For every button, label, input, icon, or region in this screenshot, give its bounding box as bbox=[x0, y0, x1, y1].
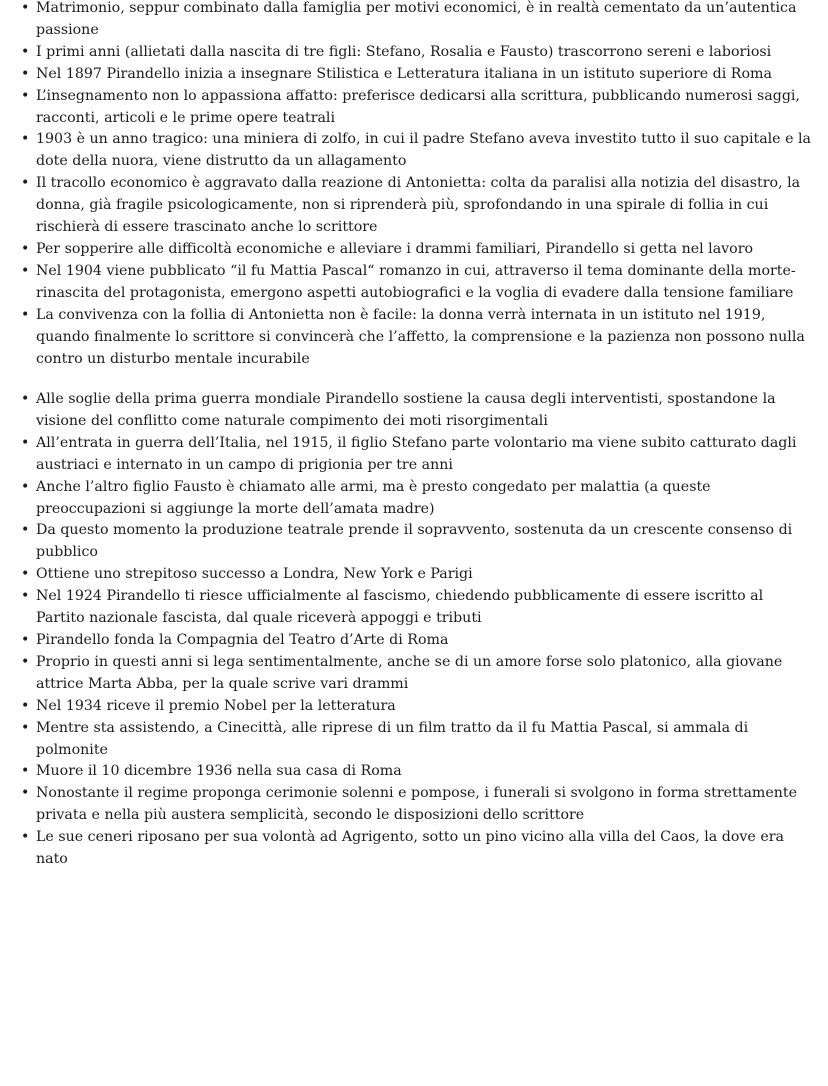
list-item: • La convivenza con la follia di Antonietta non è facile: la donna verrà internata in un istituto nel 1919, quando finalmente lo scrittore si convincerà che l’affetto, la comprensione e la pazienza non possono nulla contro un disturbo mentale incurabile bbox=[21, 305, 811, 371]
list-item: • Nonostante il regime proponga cerimonie solenni e pompose, i funerali si svolgono in forma strettamente privata e nella più austera semplicità, secondo le disposizioni dello scrittore bbox=[21, 783, 811, 827]
list-item: • L’insegnamento non lo appassiona affatto: preferisce dedicarsi alla scrittura, pubblicando numerosi saggi, racconti, articoli e le prime opere teatrali bbox=[21, 86, 811, 130]
list-item: • Pirandello fonda la Compagnia del Teatro d’Arte di Roma bbox=[21, 630, 811, 652]
list-item: • Matrimonio, seppur combinato dalla famiglia per motivi economici, è in realtà cementato da un’autentica passione bbox=[21, 0, 811, 42]
list-item: • Nel 1904 viene pubblicato “il fu Mattia Pascal“ romanzo in cui, attraverso il tema dominante della morte-rinascita del protagonista, emergono aspetti autobiografici e la voglia di evadere dalla tensione familiare bbox=[21, 261, 811, 305]
list-item: • Per sopperire alle difficoltà economiche e alleviare i drammi familiari, Pirandello si getta nel lavoro bbox=[21, 239, 811, 261]
list-item: • 1903 è un anno tragico: una miniera di zolfo, in cui il padre Stefano aveva investito tutto il suo capitale e la dote della nuora, viene distrutto da un allagamento bbox=[21, 129, 811, 173]
list-item: • Proprio in questi anni si lega sentimentalmente, anche se di un amore forse solo platonico, alla giovane attrice Marta Abba, per la quale scrive vari drammi bbox=[21, 652, 811, 696]
list-item: • Il tracollo economico è aggravato dalla reazione di Antonietta: colta da paralisi alla notizia del disastro, la donna, già fragile psicologicamente, non si riprenderà più, sprofondando in una spirale di follia in cui rischierà di essere trascinato anche lo scrittore bbox=[21, 173, 811, 239]
list-item: • Ottiene uno strepitoso successo a Londra, New York e Parigi bbox=[21, 564, 811, 586]
list-item: • All’entrata in guerra dell’Italia, nel 1915, il figlio Stefano parte volontario ma viene subito catturato dagli austriaci e internato in un campo di prigionia per tre anni bbox=[21, 433, 811, 477]
list-item: • Nel 1897 Pirandello inizia a insegnare Stilistica e Letteratura italiana in un istituto superiore di Roma bbox=[21, 64, 811, 86]
list-item: • Nel 1934 riceve il premio Nobel per la letteratura bbox=[21, 696, 811, 718]
list-item: • Da questo momento la produzione teatrale prende il sopravvento, sostenuta da un crescente consenso di pubblico bbox=[21, 520, 811, 564]
list-item: • Alle soglie della prima guerra mondiale Pirandello sostiene la causa degli interventisti, spostandone la visione del conflitto come naturale compimento dei moti risorgimentali bbox=[21, 389, 811, 433]
list-item: • I primi anni (allietati dalla nascita di tre figli: Stefano, Rosalia e Fausto) trascorrono sereni e laboriosi bbox=[21, 42, 811, 64]
bullet-list-section-1 bbox=[21, 0, 811, 370]
list-item: • Le sue ceneri riposano per sua volontà ad Agrigento, sotto un pino vicino alla villa del Caos, la dove era nato bbox=[21, 827, 811, 871]
bullet-list-section-2 bbox=[21, 389, 811, 871]
list-item: • Anche l’altro figlio Fausto è chiamato alle armi, ma è presto congedato per malattia (a queste preoccupazioni si aggiunge la morte dell’amata madre) bbox=[21, 477, 811, 521]
list-item: • Mentre sta assistendo, a Cinecittà, alle riprese di un film tratto da il fu Mattia Pascal, si ammala di polmonite bbox=[21, 718, 811, 762]
list-item: • Nel 1924 Pirandello ti riesce ufficialmente al fascismo, chiedendo pubblicamente di essere iscritto al Partito nazionale fascista, dal quale riceverà appoggi e tributi bbox=[21, 586, 811, 630]
list-item: • Muore il 10 dicembre 1936 nella sua casa di Roma bbox=[21, 761, 811, 783]
